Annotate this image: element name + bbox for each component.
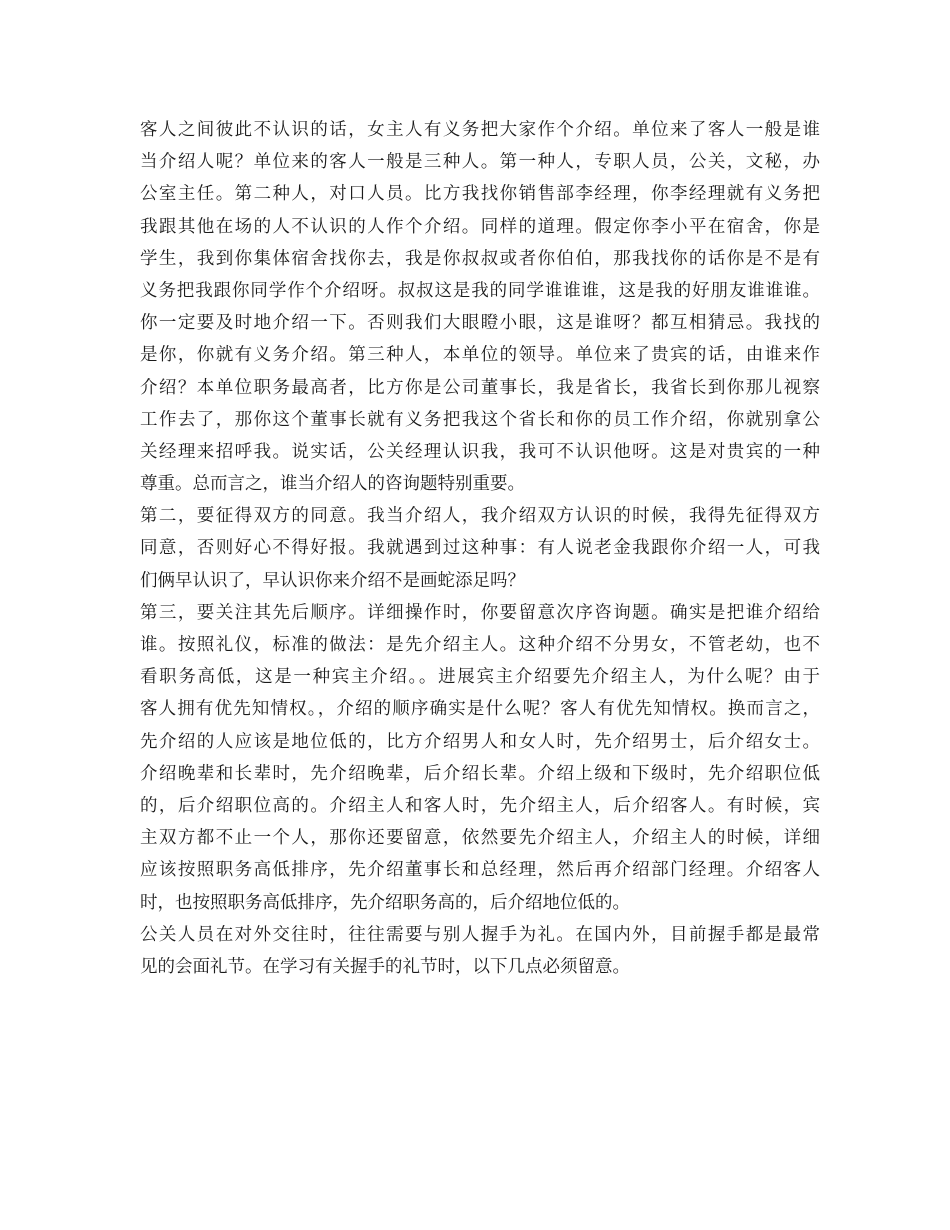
text-line: 公室主任。第二种人，对口人员。比方我找你销售部李经理，你李经理就有义务把 [140, 184, 820, 205]
text-line: 你一定要及时地介绍一下。否则我们大眼瞪小眼，这是谁呀？都互相猜忌。我找的 [140, 313, 820, 334]
text-line: 介绍晚辈和长辈时，先介绍晚辈，后介绍长辈。介绍上级和下级时，先介绍职位低 [140, 763, 820, 784]
text-line: 应该按照职务高低排序，先介绍董事长和总经理，然后再介绍部门经理。介绍客人 [140, 860, 820, 881]
text-line: 关经理来招呼我。说实话，公关经理认识我，我可不认识他呀。这是对贵宾的一种 [140, 441, 820, 462]
text-line: 学生，我到你集体宿舍找你去，我是你叔叔或者你伯伯，那我找你的话你是不是有 [140, 248, 820, 269]
text-line: 的，后介绍职位高的。介绍主人和客人时，先介绍主人，后介绍客人。有时候，宾 [140, 795, 820, 816]
text-line: 客人拥有优先知情权。，介绍的顺序确实是什么呢？客人有优先知情权。换而言之， [140, 699, 820, 720]
text-line: 时，也按照职务高低排序，先介绍职务高的，后介绍地位低的。 [140, 892, 630, 913]
text-line: 尊重。总而言之，谁当介绍人的咨询题特别重要。 [140, 474, 525, 495]
text-line: 第二，要征得双方的同意。我当介绍人，我介绍双方认识的时候，我得先征得双方 [140, 506, 820, 527]
text-line: 先介绍的人应该是地位低的，比方介绍男人和女人时，先介绍男士，后介绍女士。 [140, 731, 820, 752]
text-line: 客人之间彼此不认识的话，女主人有义务把大家作个介绍。单位来了客人一般是谁 [140, 120, 820, 140]
text-line: 当介绍人呢？单位来的客人一般是三种人。第一种人，专职人员，公关，文秘，办 [140, 152, 820, 173]
text-line: 第三，要关注其先后顺序。详细操作时，你要留意次序咨询题。确实是把谁介绍给 [140, 602, 820, 623]
text-line: 看职务高低，这是一种宾主介绍。。进展宾主介绍要先介绍主人，为什么呢？由于 [140, 667, 820, 688]
text-line: 见的会面礼节。在学习有关握手的礼节时，以下几点必须留意。 [140, 956, 630, 977]
text-line: 义务把我跟你同学作个介绍呀。叔叔这是我的同学谁谁谁，这是我的好朋友谁谁谁。 [140, 280, 820, 301]
text-line: 工作去了，那你这个董事长就有义务把我这个省长和你的员工作介绍，你就别拿公 [140, 409, 820, 430]
text-line: 是你，你就有义务介绍。第三种人，本单位的领导。单位来了贵宾的话，由谁来作 [140, 345, 820, 366]
text-line: 谁。按照礼仪，标准的做法：是先介绍主人。这种介绍不分男女，不管老幼，也不 [140, 635, 820, 655]
text-line: 同意，否则好心不得好报。我就遇到过这种事：有人说老金我跟你介绍一人，可我 [140, 538, 820, 559]
text-line: 们俩早认识了，早认识你来介绍不是画蛇添足吗？ [140, 570, 525, 591]
text-line: 我跟其他在场的人不认识的人作个介绍。同样的道理。假定你李小平在宿舍，你是 [140, 216, 820, 237]
text-line: 主双方都不止一个人，那你还要留意，依然要先介绍主人，介绍主人的时候，详细 [140, 828, 820, 849]
document-body [140, 114, 820, 983]
text-line: 公关人员在对外交往时，往往需要与别人握手为礼。在国内外，目前握手都是最常 [140, 924, 820, 945]
text-line: 介绍？本单位职务最高者，比方你是公司董事长，我是省长，我省长到你那儿视察 [140, 377, 820, 398]
